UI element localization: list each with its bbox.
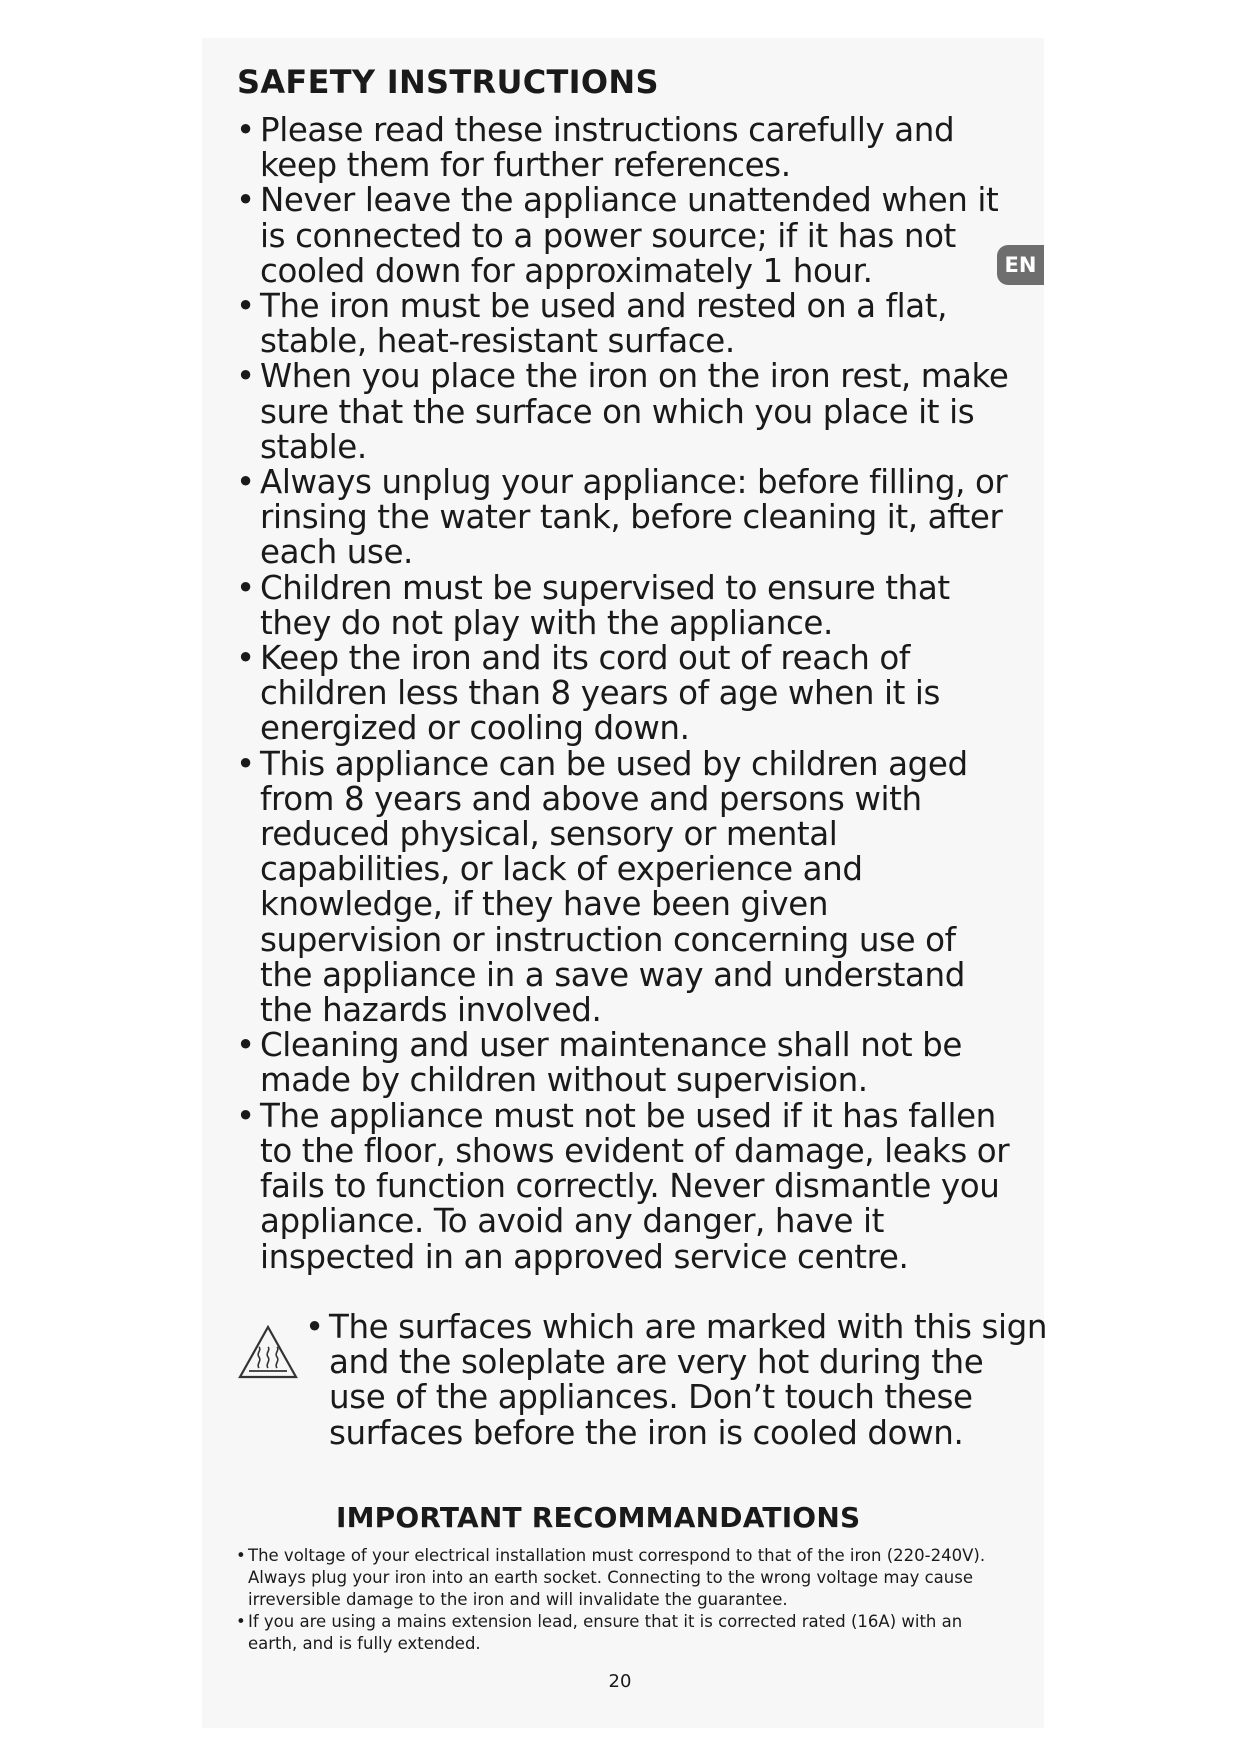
list-item: • If you are using a mains extension lead, ensure that it is corrected rated (16A) with an earth, and is fully extended. bbox=[236, 1611, 1006, 1655]
language-tab: EN bbox=[997, 245, 1044, 285]
recommendations-list bbox=[236, 1545, 1006, 1655]
list-item: • Cleaning and user maintenance shall not be made by children without supervision. bbox=[236, 1028, 1016, 1098]
safety-instructions-list bbox=[236, 113, 1016, 1275]
list-item: • The iron must be used and rested on a flat, stable, heat-resistant surface. bbox=[236, 289, 1016, 359]
hot-surface-warning-text: • The surfaces which are marked with this sign and the soleplate are very hot during the use of the appliances. Don’t touch these surfaces before the iron is cooled down. bbox=[305, 1310, 1049, 1451]
list-item: • When you place the iron on the iron rest, make sure that the surface on which you place it is stable. bbox=[236, 359, 1016, 465]
hot-surface-warning-icon bbox=[237, 1324, 299, 1380]
list-item: • Never leave the appliance unattended when it is connected to a power source; if it has not cooled down for approximately 1 hour. bbox=[236, 183, 1016, 289]
list-item: • The appliance must not be used if it has fallen to the floor, shows evident of damage, leaks or fails to function correctly. Never dismantle you appliance. To avoid any danger, have it inspected in an approved service centre. bbox=[236, 1099, 1016, 1275]
list-item: • Children must be supervised to ensure that they do not play with the appliance. bbox=[236, 571, 1016, 641]
section-title: SAFETY INSTRUCTIONS bbox=[237, 63, 659, 101]
list-item: • Keep the iron and its cord out of reach of children less than 8 years of age when it is energized or cooling down. bbox=[236, 641, 1016, 747]
recommendations-title: IMPORTANT RECOMMANDATIONS bbox=[336, 1501, 861, 1534]
page-number: 20 bbox=[608, 1671, 632, 1692]
list-item: • Please read these instructions carefully and keep them for further references. bbox=[236, 113, 1016, 183]
list-item: • The voltage of your electrical installation must correspond to that of the iron (220-240V). Always plug your iron into an earth socket. Connecting to the wrong voltage may cause irreversible damage to the iron and will invalidate the guarantee. bbox=[236, 1545, 1006, 1611]
list-item: • Always unplug your appliance: before filling, or rinsing the water tank, before cleaning it, after each use. bbox=[236, 465, 1016, 571]
list-item: • This appliance can be used by children aged from 8 years and above and persons with reduced physical, sensory or mental capabilities, or lack of experience and knowledge, if they have been given supervision or instruction concerning use of the appliance in a save way and understand the hazards involved. bbox=[236, 747, 1016, 1029]
